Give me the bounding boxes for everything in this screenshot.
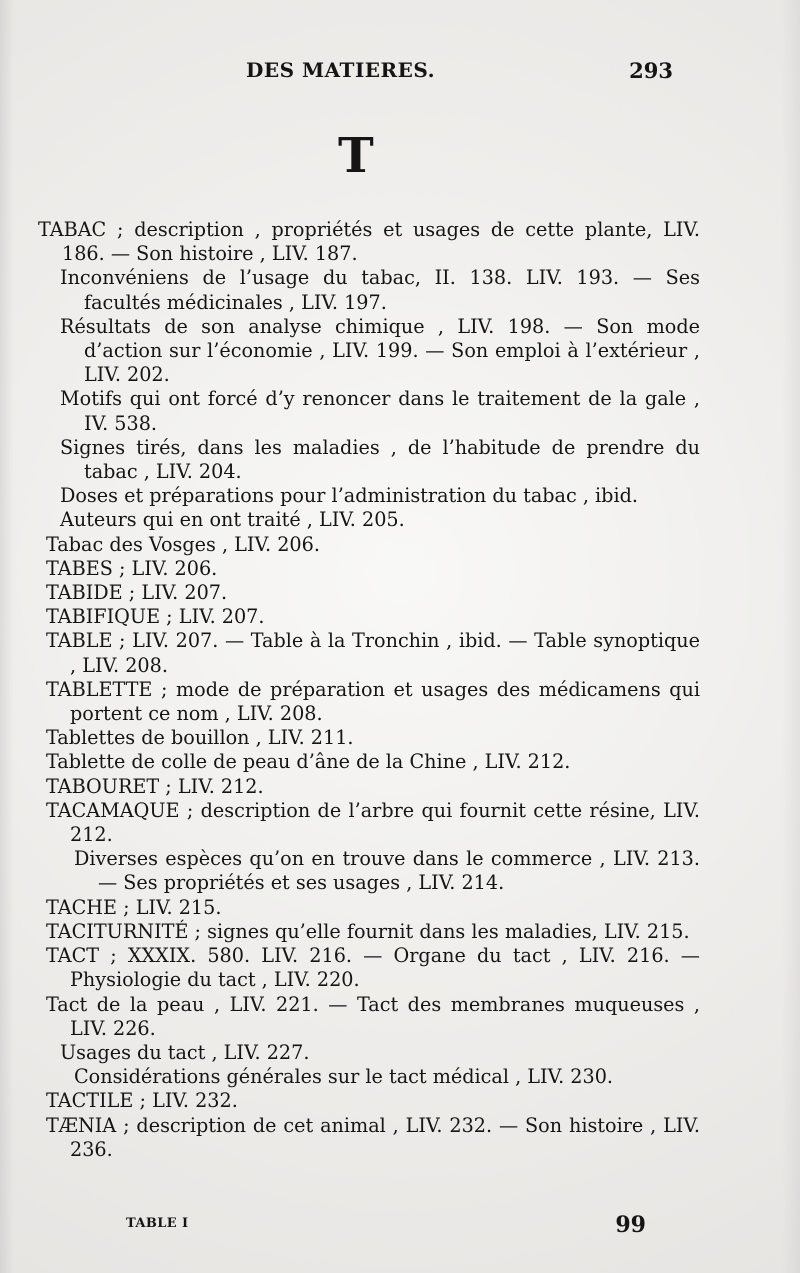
index-entry: Diverses espèces qu’on en trouve dans le commerce , LIV. 213. — Ses propriétés et ses usages , LIV. 214.	[74, 847, 700, 895]
running-head: DES MATIERES.	[246, 58, 436, 82]
index-entry: TABOURET ; LIV. 212.	[46, 774, 264, 798]
index-entry: Doses et préparations pour l’administration du tabac , ibid.	[60, 484, 638, 508]
index-entry: Auteurs qui en ont traité , LIV. 205.	[60, 508, 405, 532]
index-entry: Considérations générales sur le tact médical , LIV. 230.	[74, 1065, 614, 1089]
index-entry: Tablettes de bouillon , LIV. 211.	[46, 726, 354, 750]
page-footer	[126, 1212, 646, 1246]
index-entry: TABIDE ; LIV. 207.	[46, 581, 228, 605]
index-entry: TACTILE ; LIV. 232.	[46, 1089, 238, 1113]
index-entries	[38, 218, 700, 1162]
index-entry: TABLE ; LIV. 207. — Table à la Tronchin , ibid. — Table synoptique , LIV. 208.	[46, 629, 700, 677]
index-entry: TACITURNITÉ ; signes qu’elle fournit dans les maladies, LIV. 215.	[46, 919, 690, 943]
page-header	[0, 58, 800, 88]
index-entry: Tablette de colle de peau d’âne de la Chine , LIV. 212.	[46, 750, 571, 774]
index-entry: TABES ; LIV. 206.	[46, 556, 218, 580]
index-entry: TACHE ; LIV. 215.	[46, 895, 222, 919]
index-entry: TACAMAQUE ; description de l’arbre qui fournit cette résine, LIV. 212.	[46, 798, 700, 847]
index-entry: Signes tirés, dans les maladies , de l’habitude de prendre du tabac , LIV. 204.	[60, 435, 700, 484]
index-entry: Résultats de son analyse chimique , LIV. 198. — Son mode d’action sur l’économie , LIV. 199. — Son emploi à l’extérieur , LIV. 202.	[60, 314, 700, 387]
index-entry: Motifs qui ont forcé d’y renoncer dans le traitement de la gale , IV. 538.	[60, 387, 700, 435]
scan-right-edge	[782, 0, 800, 1273]
page-number: 293	[629, 58, 673, 83]
index-entry: TABIFIQUE ; LIV. 207.	[46, 605, 265, 629]
index-entry: TACT ; XXXIX. 580. LIV. 216. — Organe du tact , LIV. 216. — Physiologie du tact , LIV. 220.	[46, 944, 700, 992]
index-entry: Tabac des Vosges , LIV. 206.	[46, 532, 320, 556]
signature-mark: TABLE I	[126, 1216, 189, 1231]
index-entry: Inconvéniens de l’usage du tabac, II. 138. LIV. 193. — Ses facultés médicinales , LIV. 197.	[60, 266, 700, 314]
index-entry: Tact de la peau , LIV. 221. — Tact des membranes muqueuses , LIV. 226.	[46, 992, 700, 1040]
index-entry: TABLETTE ; mode de préparation et usages des médicamens qui portent ce nom , LIV. 208.	[46, 677, 700, 726]
signature-number: 99	[615, 1212, 646, 1238]
section-letter: T	[338, 128, 374, 184]
scan-left-edge	[0, 0, 14, 1273]
index-entry: TABAC ; description , propriétés et usages de cette plante, LIV. 186. — Son histoire , LIV. 187.	[38, 218, 700, 266]
index-entry: TÆNIA ; description de cet animal , LIV. 232. — Son histoire , LIV. 236.	[46, 1113, 700, 1161]
index-entry: Usages du tact , LIV. 227.	[60, 1040, 310, 1064]
